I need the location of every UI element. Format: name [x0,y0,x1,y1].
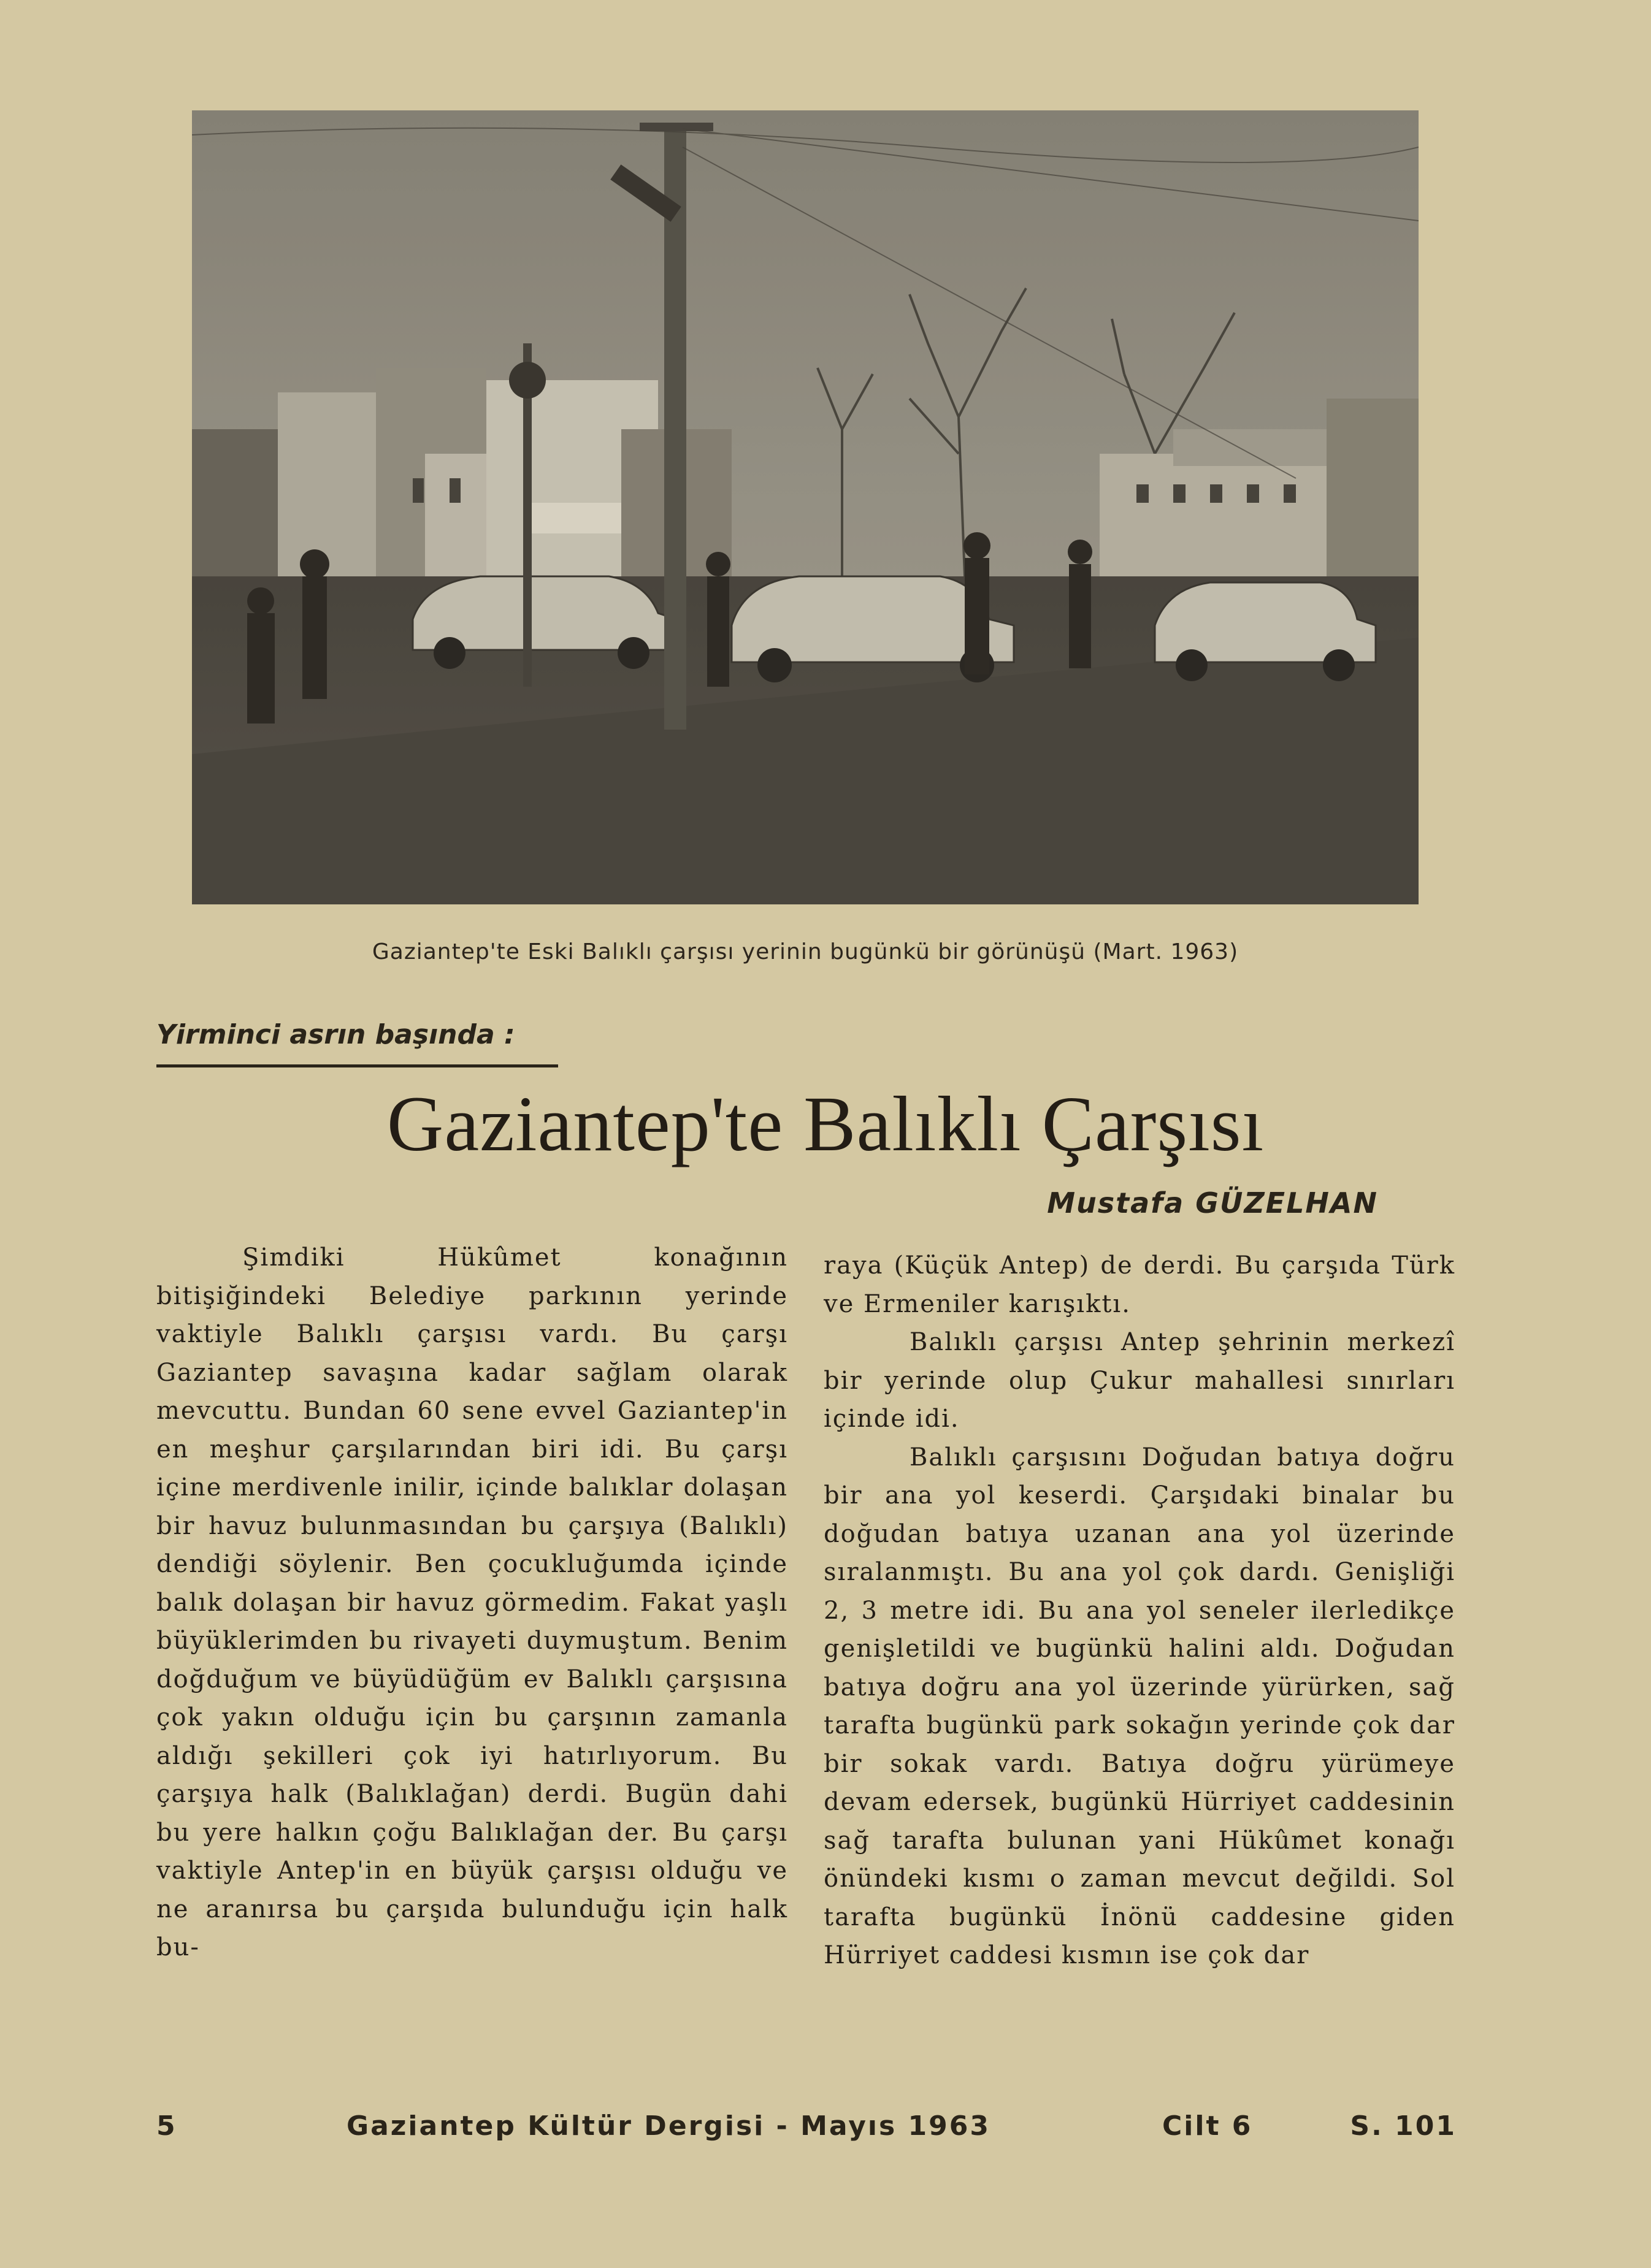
photo-caption: Gaziantep'te Eski Balıklı çarşısı yerinin bugünkü bir görünüşü (Mart. 1963) [372,939,1239,964]
issue-label: S. 101 [1350,2110,1457,2142]
article-paragraph: Balıklı çarşısı Antep şehrinin merkezî bir yerinde olup Çukur mahallesi sınırları içinde idi. [824,1328,1455,1433]
article-paragraph: raya (Küçük Antep) de derdi. Bu çarşıda Türk ve Ermeniler karışıktı. [824,1251,1455,1318]
page-number: 5 [156,2110,177,2142]
kicker-underline [156,1064,558,1067]
article-paragraph: Şimdiki Hükûmet konağının bitişiğindeki Belediye parkının yerinde vaktiyle Balıklı çarşısı vardı. Bu çarşı Gaziantep savaşına kadar sağlam olarak mevcuttu. Bundan 60 sene evvel Gaziantep'in en meşhur çarşılarından biri idi. Bu çarşı içine merdivenle inilir, içinde balıklar dolaşan bir havuz bulunmasından bu çarşıya (Balıklı) dendiği söylenir. Ben çocukluğumda içinde balık dolaşan bir havuz görmedim. Fakat yaşlı büyüklerimden bu rivayeti duymuştum. Benim doğduğum ve büyüdüğüm ev Balıklı çarşısına çok yakın olduğu için bu çarşının zamanla aldığı şekilleri çok iyi hatırlıyorum. Bu çarşıya halk (Balıklağan) derdi. Bugün dahi bu yere halkın çoğu Balıklağan der. Bu çarşı vaktiyle Antep'in en büyük çarşısı olduğu ve ne aranırsa bu çarşıda bulunduğu için halk bu- [156,1243,788,1961]
article-paragraph: Balıklı çarşısını Doğudan batıya doğru bir ana yol keserdi. Çarşıdaki binalar bu doğudan batıya uzanan ana yol üzerinde sıralanmıştı. Bu ana yol çok dardı. Genişliği 2, 3 metre idi. Bu ana yol seneler ilerledikçe genişletildi ve bugünkü halini aldı. Doğudan batıya doğru ana yol üzerinde yürürken, sağ tarafta bugünkü park sokağın yerinde çok dar bir sokak vardı. Batıya doğru yürümeye devam edersek, bugünkü Hürriyet caddesinin sağ tarafta bulunan yani Hükûmet konağı önündeki kısmı o zaman mevcut değildi. Sol tarafta bugünkü İnönü caddesine giden Hürriyet caddesi kısmın ise çok dar [824,1443,1455,1969]
page-footer [156,2110,1457,2147]
volume-label: Cilt 6 [1162,2110,1253,2142]
article-title: Gaziantep'te Balıklı Çarşısı [386,1080,1265,1167]
article-author: Mustafa GÜZELHAN [1047,1186,1378,1220]
article-photo [192,110,1419,904]
article-right-column [824,1247,1455,1975]
article-left-column [156,1239,788,1967]
street-scene-image [192,110,1419,904]
article-kicker: Yirminci asrın başında : [156,1019,515,1050]
journal-name: Gaziantep Kültür Dergisi - Mayıs 1963 [347,2110,990,2142]
